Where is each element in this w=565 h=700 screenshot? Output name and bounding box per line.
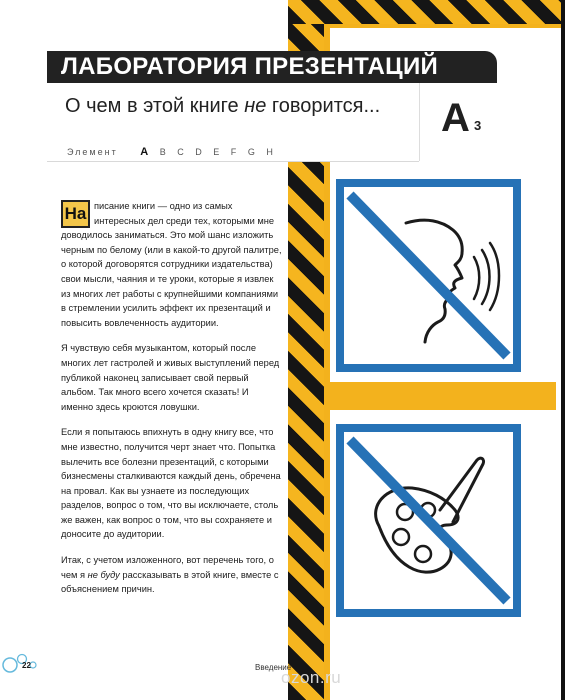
watermark: ozon.ru (281, 668, 342, 687)
paint-palette-icon (344, 432, 513, 609)
final-paragraph-end: рассказывать в этой книге, вместе с объяснением причин. (61, 569, 279, 595)
paragraph: Я чувствую себя музыкантом, который после многих лет гастролей и живых выступлений перед публикой наконец записывает свой первый альбом. Так много всего хочется сказать! И именно здесь кроются ловушки. (61, 343, 280, 412)
element-letter-list (140, 147, 280, 157)
element-letter: A (140, 146, 151, 158)
tab-letter: A (441, 96, 470, 140)
subtitle-italic-word: не (244, 95, 267, 117)
footer-section-label: Введение (255, 663, 292, 672)
no-speaking-sign (336, 179, 521, 372)
subtitle-text-end: говорится... (266, 95, 381, 117)
body-text (61, 199, 283, 608)
tab-number: 3 (474, 118, 482, 133)
hazard-stripe-horizontal (288, 0, 565, 24)
chapter-subtitle (65, 95, 380, 118)
element-letter: G (247, 147, 257, 157)
subtitle-text-start: О чем в этой книге (65, 95, 245, 117)
element-letter: D (195, 147, 204, 157)
element-letter: B (159, 147, 168, 157)
element-letter: H (266, 147, 275, 157)
element-letter: F (230, 147, 239, 157)
page-number: 22 (22, 661, 31, 670)
element-label: Элемент (67, 147, 118, 157)
section-title-bar (47, 51, 497, 83)
element-letter: E (213, 147, 222, 157)
section-title: ЛАБОРАТОРИЯ ПРЕЗЕНТАЦИЙ (61, 53, 439, 80)
final-paragraph-italic: не буду (87, 569, 120, 580)
page-edge (561, 0, 565, 700)
paragraph (61, 199, 283, 330)
paragraph (61, 553, 283, 597)
element-navigation (67, 146, 280, 158)
paragraph-text: писание книги — одно из самых интересных дел среди тех, которыми мне доводилось заниматься. Это мой шанс изложить черным по белому (или в какой-то другой палитре, о которой договорятся сотрудники издательства) свои мысли, чаяния и те уроки, которые я извлек из многих лет работы с крупнейшими компаниями в стремлении усилить эффект их презентаций и повысить вовлеченность аудитории. (61, 201, 282, 328)
drop-cap: На (61, 200, 90, 228)
element-tab (419, 83, 497, 161)
final-paragraph-start: Итак, с учетом изложенного, вот перечень того, о чем я (61, 555, 274, 580)
no-design-sign (336, 424, 521, 617)
paragraph: Если я попытаюсь впихнуть в одну книгу все, что мне известно, получится черт знает что. Попытка вылечить все болезни презентаций, с которыми бизнесмены сталкиваются каждый день, обречена на провал. Как вы узнаете из последующих разделов, вопрос о том, что вы исключаете, столь же важен, как вопрос о том, что вы сохраняете и доносите до аудитории. (61, 427, 281, 540)
yellow-divider-band (326, 382, 556, 410)
speaking-face-icon (344, 187, 513, 364)
subtitle-panel (47, 83, 419, 162)
element-letter: C (177, 147, 186, 157)
